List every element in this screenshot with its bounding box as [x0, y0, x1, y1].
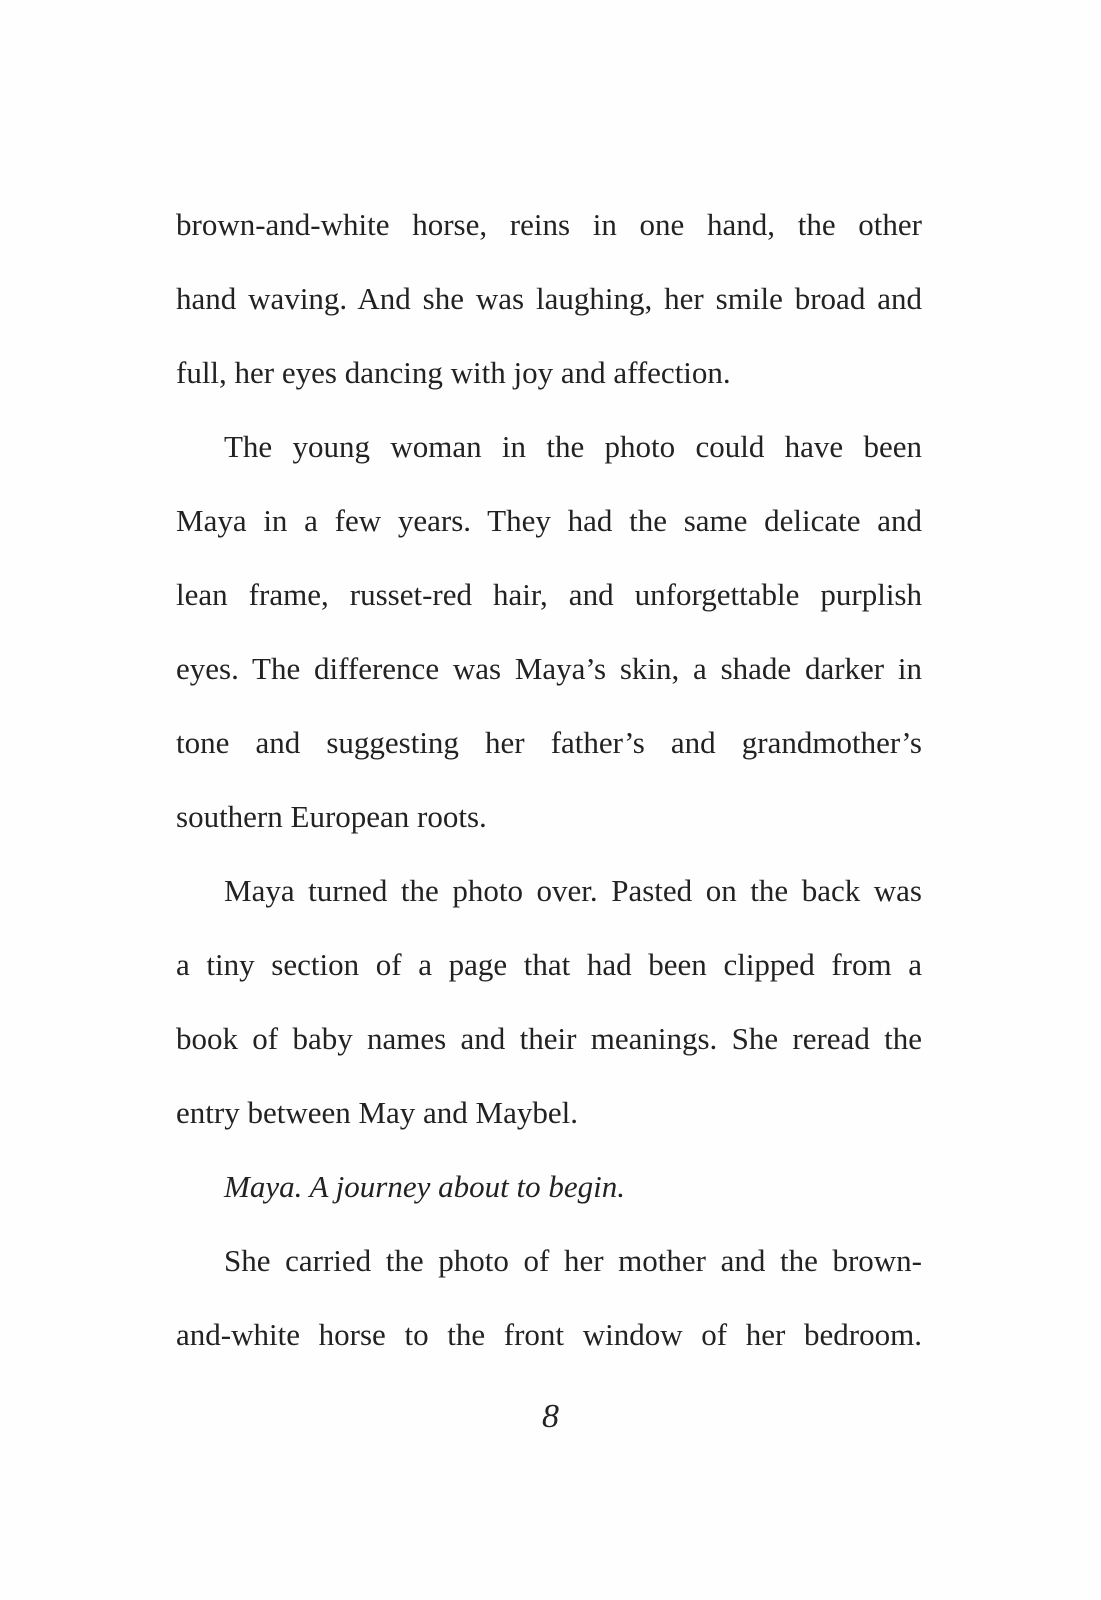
text-line: a tiny section of a page that had been clipped from a: [176, 947, 922, 982]
text-line: brown-and-white horse, reins in one hand, the other: [176, 207, 922, 242]
text-line: entry between May and Maybel.: [176, 1095, 579, 1130]
text-line: Maya in a few years. They had the same delicate and: [176, 503, 922, 538]
text-line: The young woman in the photo could have been: [224, 429, 922, 464]
text-line: full, her eyes dancing with joy and affection.: [176, 355, 731, 390]
text-line: Maya turned the photo over. Pasted on the back was: [224, 873, 922, 908]
text-line: lean frame, russet-red hair, and unforgettable purplish: [176, 577, 922, 612]
text-line: book of baby names and their meanings. She reread the: [176, 1021, 922, 1056]
text-line: southern European roots.: [176, 799, 487, 834]
text-line: She carried the photo of her mother and the brown-: [224, 1243, 922, 1278]
text-line: tone and suggesting her father’s and grandmother’s: [176, 725, 922, 760]
italic-entry-line: Maya. A journey about to begin.: [224, 1169, 625, 1204]
text-line: hand waving. And she was laughing, her smile broad and: [176, 281, 922, 316]
text-line: and-white horse to the front window of her bedroom.: [176, 1317, 922, 1352]
page-number: 8: [542, 1398, 559, 1435]
body-text: [176, 188, 922, 1372]
text-line: eyes. The difference was Maya’s skin, a shade darker in: [176, 651, 922, 686]
